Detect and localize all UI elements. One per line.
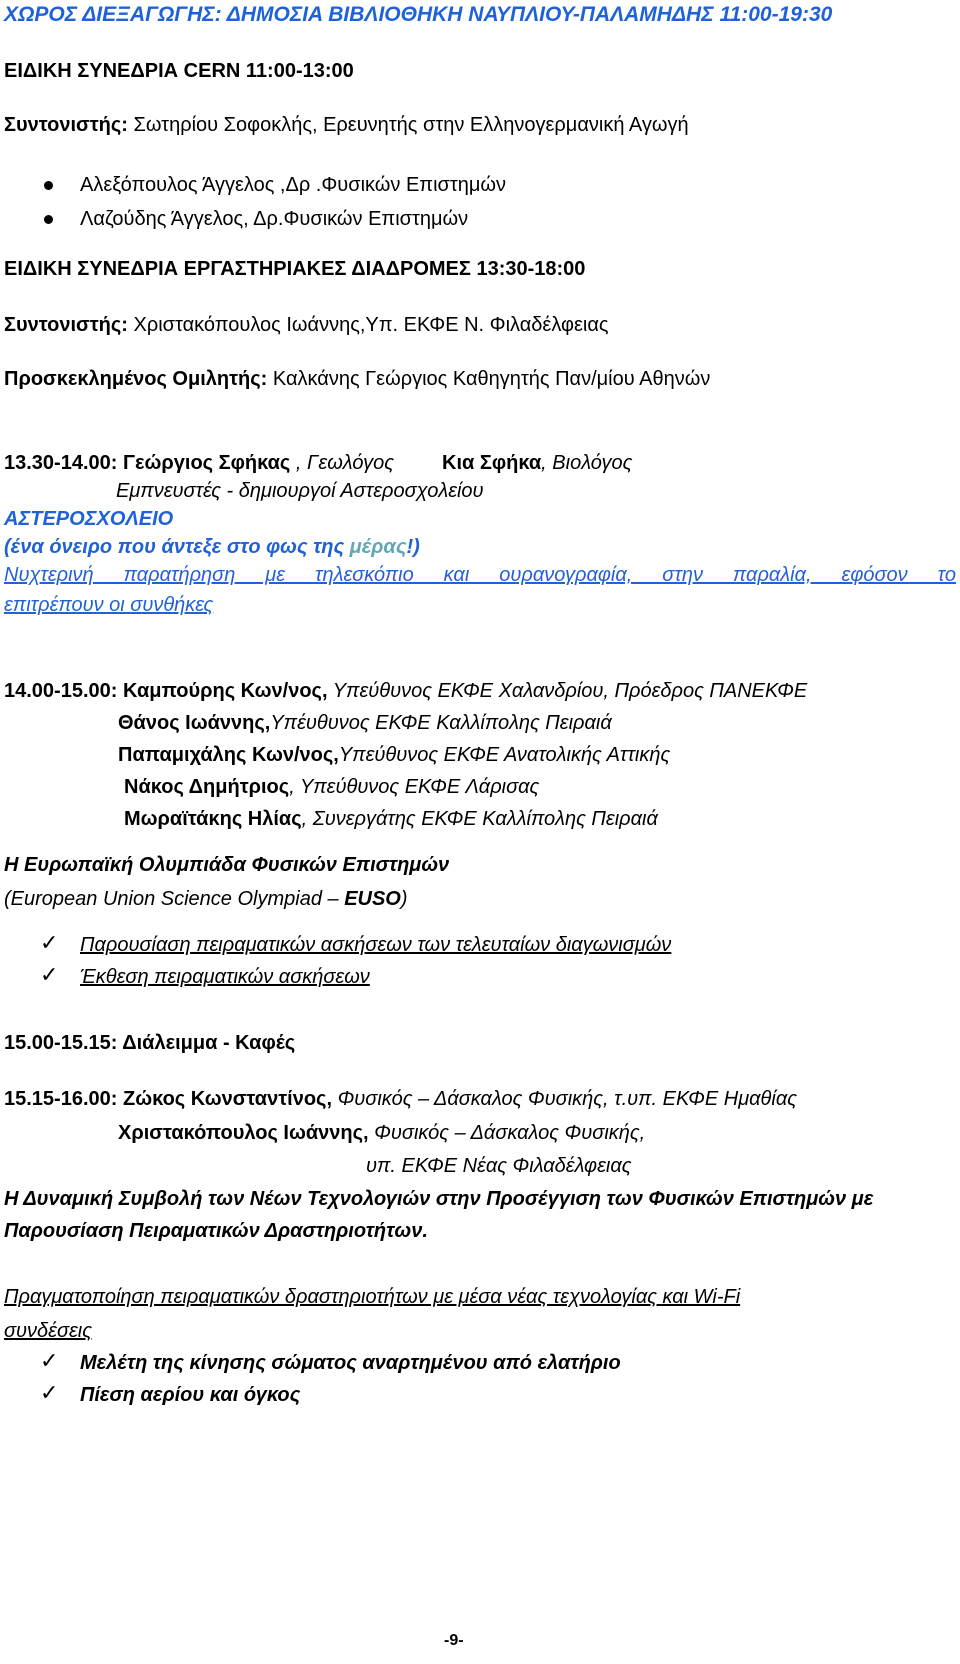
slot1-subtitle: Εμπνευστές - δημιουργοί Αστεροσχολείου [116,480,484,502]
slot2-topic: Η Ευρωπαϊκή Ολυμπιάδα Φυσικών Επιστημών [4,854,450,876]
topic-en-text: (European Union Science Olympiad – [4,888,345,910]
slot1-activity-cont: επιτρέπουν οι συνθήκες [4,594,214,616]
invited-label: Προσκεκλημένος Ομιλητής: [4,368,268,390]
slot1-motto [4,534,420,560]
coordinator-label: Συντονιστής: [4,314,128,336]
break-time: 15.00-15.15: [4,1032,118,1054]
speaker-name: Μωραϊτάκης Ηλίας [124,808,302,830]
slot2-speaker-2 [118,710,612,736]
speaker-name: Παπαμιχάλης Κων/νος, [118,744,339,766]
speaker-role: , Υπεύθυνος ΕΚΦΕ Λάρισας [289,776,540,798]
slot3-topic-2: Παρουσίαση Πειραματικών Δραστηριοτήτων. [4,1220,428,1242]
slot2-speaker-1 [4,678,807,704]
speaker-name: Καμπούρης Κων/νος, [117,680,328,702]
speaker-name: Κια Σφήκα [442,452,542,474]
speaker-role: Φυσικός – Δάσκαλος Φυσικής, [368,1122,646,1144]
speaker-role: , Γεωλόγος [290,452,394,474]
checkmark-icon: ✓ [40,1380,59,1405]
checkmark-icon: ✓ [40,962,59,987]
coordinator-label: Συντονιστής: [4,114,128,136]
speaker-name: Ζώκος Κωνσταντίνος, [117,1088,333,1110]
motto-end: !) [406,536,420,558]
speaker-role: Υπεύθυνος ΕΚΦΕ Χαλανδρίου, Πρόεδρος ΠΑΝΕΚΦΕ [327,680,808,702]
slot3-speaker-1 [4,1086,797,1112]
slot-time: 14.00-15.00: [4,680,118,702]
topic-en-close: ) [400,888,408,910]
cern-speaker-2: Λαζούδης Άγγελος, Δρ.Φυσικών Επιστημών [80,208,469,230]
slot2-topic-en [4,886,408,912]
slot2-speaker-3 [118,742,670,768]
slot3-activity-2: συνδέσεις [4,1320,92,1342]
invited-name: Καλκάνης Γεώργιος Καθηγητής Παν/μίου Αθηνών [267,368,711,390]
slot-time: 13.30-14.00: [4,452,118,474]
invited-speaker [4,366,710,392]
slot2-item-2: Έκθεση πειραματικών ασκήσεων [80,966,370,988]
venue-header: ΧΩΡΟΣ ΔΙΕΞΑΓΩΓΗΣ: ΔΗΜΟΣΙΑ ΒΙΒΛΙΟΘΗΚΗ ΝΑΥΠΛΙΟΥ-ΠΑΛΑΜΗΔΗΣ 11:00-19:30 [4,3,833,26]
speaker-role: Υπέυθυνος ΕΚΦΕ Καλλίπολης Πειραιά [270,712,612,734]
speaker-name: Νάκος Δημήτριος [124,776,290,798]
speaker-role: Υπεύθυνος ΕΚΦΕ Ανατολικής Αττικής [338,744,671,766]
break-line [4,1030,295,1056]
slot1-title: ΑΣΤΕΡΟΣΧΟΛΕΙΟ [4,508,174,530]
checkmark-icon: ✓ [40,1348,59,1373]
motto-text: (ένα όνειρο που άντεξε στο φως της [4,536,350,558]
coordinator-name: Σωτηρίου Σοφοκλής, Ερευνητής στην Ελληνογερμανική Αγωγή [127,114,689,136]
bullet-icon [44,181,53,190]
page-number: -9- [444,1632,464,1649]
slot1-speakers [4,450,394,476]
slot2-speaker-5 [124,806,658,832]
slot1-activity: Νυχτερινή παρατήρηση με τηλεσκόπιο και ουρανογραφία, στην παραλία, εφόσον το [4,564,956,586]
speaker-role: , Συνεργάτης ΕΚΦΕ Καλλίπολης Πειραιά [301,808,658,830]
slot1-speaker2 [442,450,632,476]
break-label: Διάλειμμα - Καφές [117,1032,296,1054]
speaker-role: , Βιολόγος [541,452,633,474]
coordinator-name: Χριστακόπουλος Ιωάννης,Υπ. ΕΚΦΕ Ν. Φιλαδέλφειας [127,314,609,336]
topic-en-acronym: EUSO [344,888,401,910]
session-lab-title: ΕΙΔΙΚΗ ΣΥΝΕΔΡΙΑ ΕΡΓΑΣΤΗΡΙΑΚΕΣ ΔΙΑΔΡΟΜΕΣ 13:30-18:00 [4,258,586,280]
session-cern-coordinator [4,112,689,138]
slot2-speaker-4 [124,774,539,800]
slot3-topic-1: Η Δυναμική Συμβολή των Νέων Τεχνολογιών στην Προσέγγιση των Φυσικών Επιστημών με [4,1188,874,1210]
slot3-speaker-2 [118,1120,645,1146]
speaker-name: Γεώργιος Σφήκας [117,452,291,474]
slot3-item-2: Πίεση αερίου και όγκος [80,1384,301,1406]
slot3-speaker-2-role: υπ. ΕΚΦΕ Νέας Φιλαδέλφειας [366,1155,632,1177]
session-cern-title: ΕΙΔΙΚΗ ΣΥΝΕΔΡΙΑ CERN 11:00-13:00 [4,60,354,82]
speaker-name: Θάνος Ιωάννης, [118,712,271,734]
speaker-name: Χριστακόπουλος Ιωάννης, [118,1122,369,1144]
session-lab-coordinator [4,312,609,338]
slot3-activity-1: Πραγματοποίηση πειραματικών δραστηριοτήτων με μέσα νέας τεχνολογίας και Wi-Fi [4,1286,741,1308]
cern-speaker-1: Αλεξόπουλος Άγγελος ,Δρ .Φυσικών Επιστημών [80,174,507,196]
slot3-item-1: Μελέτη της κίνησης σώματος αναρτημένου από ελατήριο [80,1352,621,1374]
speaker-role: Φυσικός – Δάσκαλος Φυσικής, τ.υπ. ΕΚΦΕ Ημαθίας [332,1088,797,1110]
motto-highlight: μέρας [349,536,407,558]
slot2-item-1: Παρουσίαση πειραματικών ασκήσεων των τελευταίων διαγωνισμών [80,934,672,956]
bullet-icon [44,215,53,224]
checkmark-icon: ✓ [40,930,59,955]
slot-time: 15.15-16.00: [4,1088,118,1110]
